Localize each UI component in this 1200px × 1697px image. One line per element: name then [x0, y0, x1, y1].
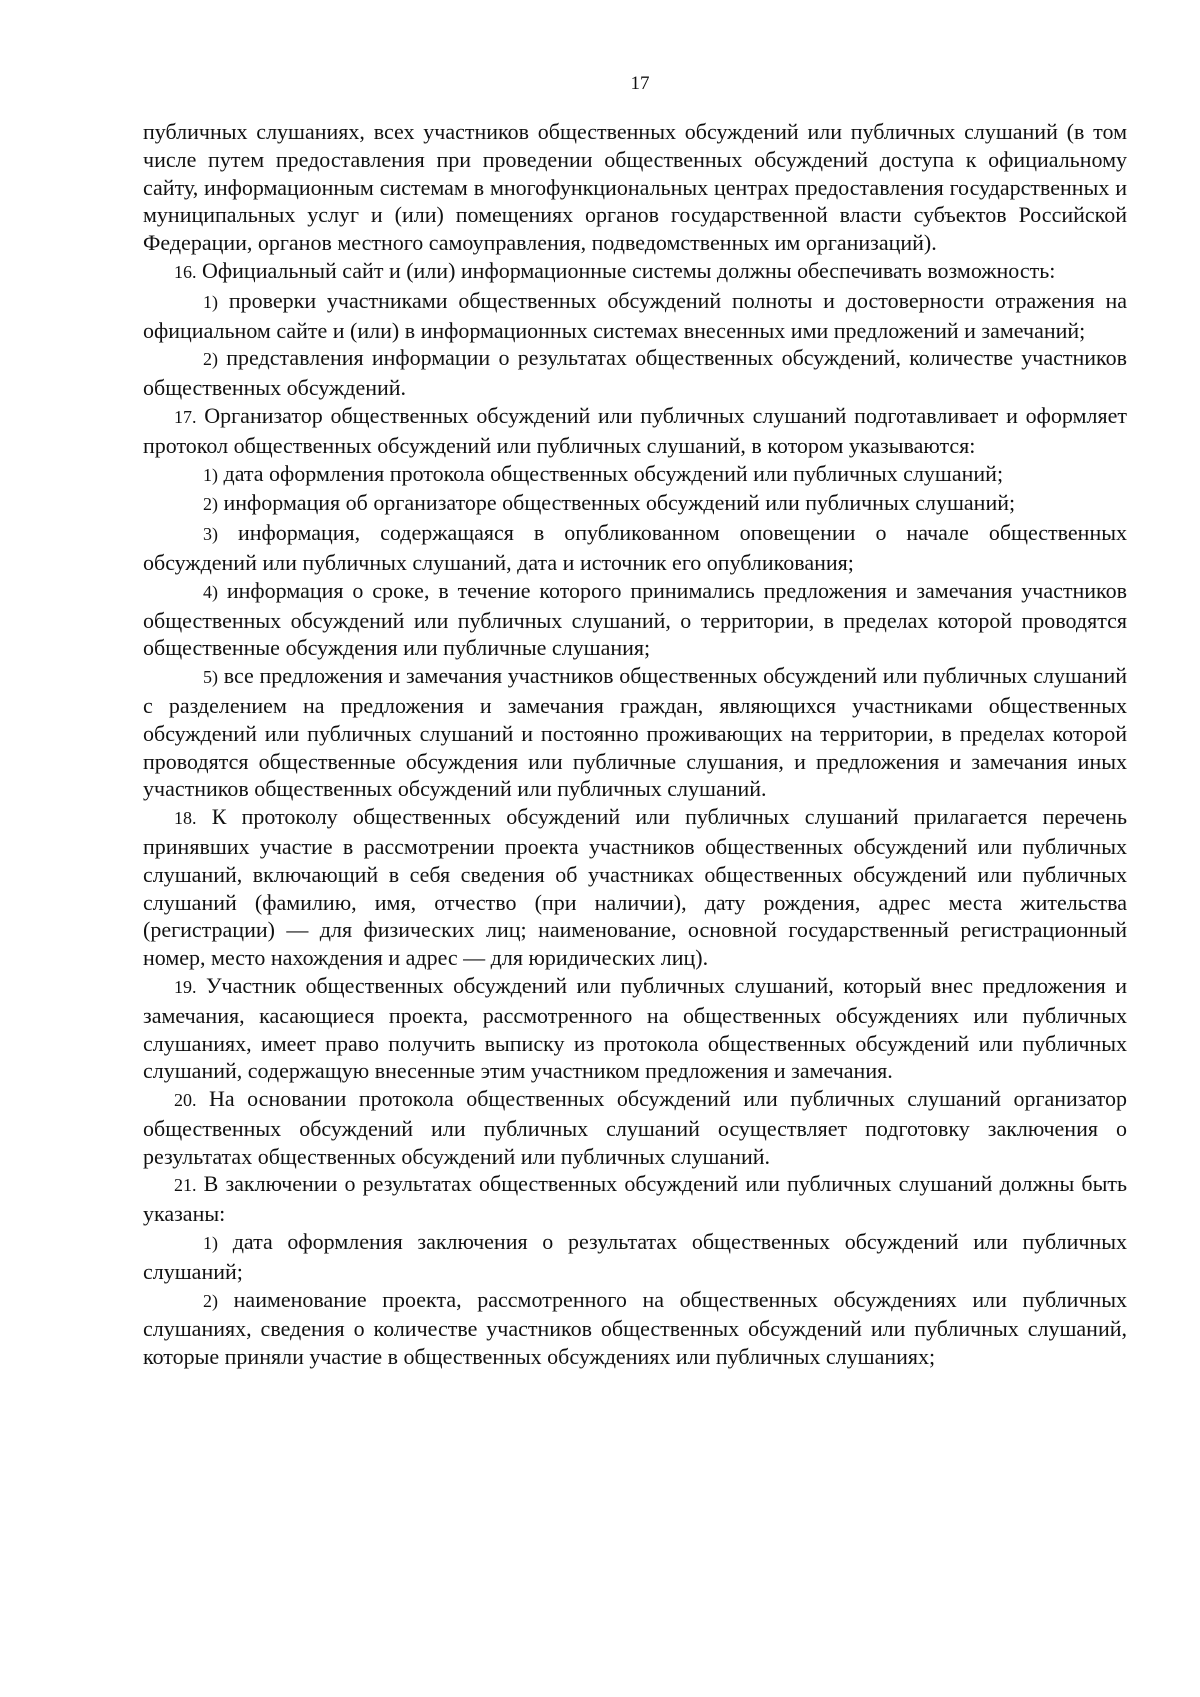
paragraph-text: дата оформления заключения о результатах общественных обсуждений или публичных слушаний; — [143, 1229, 1128, 1284]
item-number: 16. — [174, 261, 197, 282]
subitem-17-4 — [143, 577, 1127, 662]
paragraph-text: все предложения и замечания участников общественных обсуждений или публичных слушаний с разделением на предложения и замечания граждан, являющихся участниками общественных обсуждений или публичных слушаний и постоянно проживающих на территории, в пределах которой проводятся общественные обсуждения или публичные слушания, и предложения и замечания иных участников общественных обсуждений или публичных слушаний. — [143, 663, 1127, 802]
paragraph-text: информация о сроке, в течение которого принимались предложения и замечания участников общественных обсуждений или публичных слушаний, о территории, в пределах которой проводятся общественные обсуждения или публичные слушания; — [143, 577, 1127, 661]
subitem-number: 4) — [203, 581, 218, 602]
item-number: 21. — [174, 1175, 197, 1196]
paragraph-text: К протоколу общественных обсуждений или публичных слушаний прилагается перечень принявших участие в рассмотрении проекта участников общественных обсуждений или публичных слушаний, включающий в себя сведения об участниках общественных обсуждений или публичных слушаний (фамилию, имя, отчество (при наличии), дату рождения, адрес места жительства (регистрации) — для физических лиц; наименование, основной государственный регистрационный номер, место нахождения и адрес — для юридических лиц). — [143, 804, 1127, 971]
paragraph-item-18 — [143, 803, 1127, 972]
subitem-number: 2) — [203, 349, 218, 370]
paragraph-item-19 — [143, 972, 1127, 1085]
paragraph-text: В заключении о результатах общественных обсуждений или публичных слушаний должны быть указаны: — [143, 1171, 1127, 1227]
item-number: 20. — [174, 1090, 197, 1111]
paragraph-item-20 — [143, 1085, 1127, 1170]
item-number: 19. — [174, 976, 197, 997]
document-body — [143, 118, 1127, 1371]
subitem-17-2 — [143, 489, 1127, 519]
paragraph-text: проверки участниками общественных обсуждений полноты и достоверности отражения на официальном сайте и (или) в информационных системах внесенных ими предложений и замечаний; — [143, 287, 1127, 343]
item-number: 17. — [174, 406, 197, 427]
subitem-16-2 — [143, 344, 1127, 402]
subitem-number: 1) — [203, 1233, 218, 1254]
subitem-number: 1) — [203, 464, 218, 485]
subitem-number: 5) — [203, 667, 218, 688]
paragraph-item-17 — [143, 402, 1127, 460]
subitem-17-5 — [143, 662, 1127, 803]
paragraph-text: дата оформления протокола общественных обсуждений или публичных слушаний; — [223, 460, 1004, 486]
paragraph-text: Организатор общественных обсуждений или публичных слушаний подготавливает и оформляет протокол общественных обсуждений или публичных слушаний, в котором указываются: — [143, 402, 1127, 458]
paragraph-continuation — [143, 118, 1127, 257]
subitem-number: 3) — [203, 524, 218, 545]
item-number: 18. — [174, 808, 197, 829]
paragraph-text: информация об организаторе общественных обсуждений или публичных слушаний; — [223, 490, 1016, 516]
subitem-number: 1) — [203, 291, 218, 312]
subitem-17-3 — [143, 519, 1127, 577]
paragraph-text: наименование проекта, рассмотренного на общественных обсуждениях или публичных слушаниях, сведения о количестве участников общественных обсуждений или публичных слушаний, которые приняли участие в общественных обсуждениях или публичных слушаниях; — [143, 1286, 1128, 1370]
paragraph-item-16 — [143, 257, 1127, 287]
subitem-21-1 — [143, 1228, 1127, 1286]
paragraph-text: публичных слушаниях, всех участников общественных обсуждений или публичных слушаний (в том числе путем предоставления при проведении общественных обсуждений доступа к официальному сайту, информационным системам в многофункциональных центрах предоставления государственных и муниципальных услуг и (или) помещениях органов государственной власти субъектов Российской Федерации, органов местного самоуправления, подведомственных им организаций). — [143, 119, 1127, 256]
paragraph-text: Официальный сайт и (или) информационные системы должны обеспечивать возможность: — [202, 257, 1056, 283]
paragraph-text: Участник общественных обсуждений или публичных слушаний, который внес предложения и замечания, касающиеся проекта, рассмотренного на общественных обсуждениях или публичных слушаниях, имеет право получить выписку из протокола общественных обсуждений или публичных слушаний, содержащую внесенные этим участником предложения и замечания. — [143, 972, 1128, 1084]
paragraph-text: информация, содержащаяся в опубликованном оповещении о начале общественных обсуждений или публичных слушаний, дата и источник его опубликования; — [143, 520, 1128, 575]
page-number: 17 — [630, 73, 650, 94]
subitem-17-1 — [143, 460, 1127, 490]
paragraph-item-21 — [143, 1170, 1127, 1228]
paragraph-text: На основании протокола общественных обсуждений или публичных слушаний организатор общественных обсуждений или публичных слушаний осуществляет подготовку заключения о результатах общественных обсуждений или публичных слушаний. — [143, 1086, 1128, 1169]
subitem-number: 2) — [203, 494, 218, 515]
subitem-16-1 — [143, 287, 1127, 345]
subitem-number: 2) — [203, 1290, 218, 1311]
paragraph-text: представления информации о результатах общественных обсуждений, количестве участников общественных обсуждений. — [143, 345, 1127, 401]
subitem-21-2 — [143, 1286, 1127, 1371]
